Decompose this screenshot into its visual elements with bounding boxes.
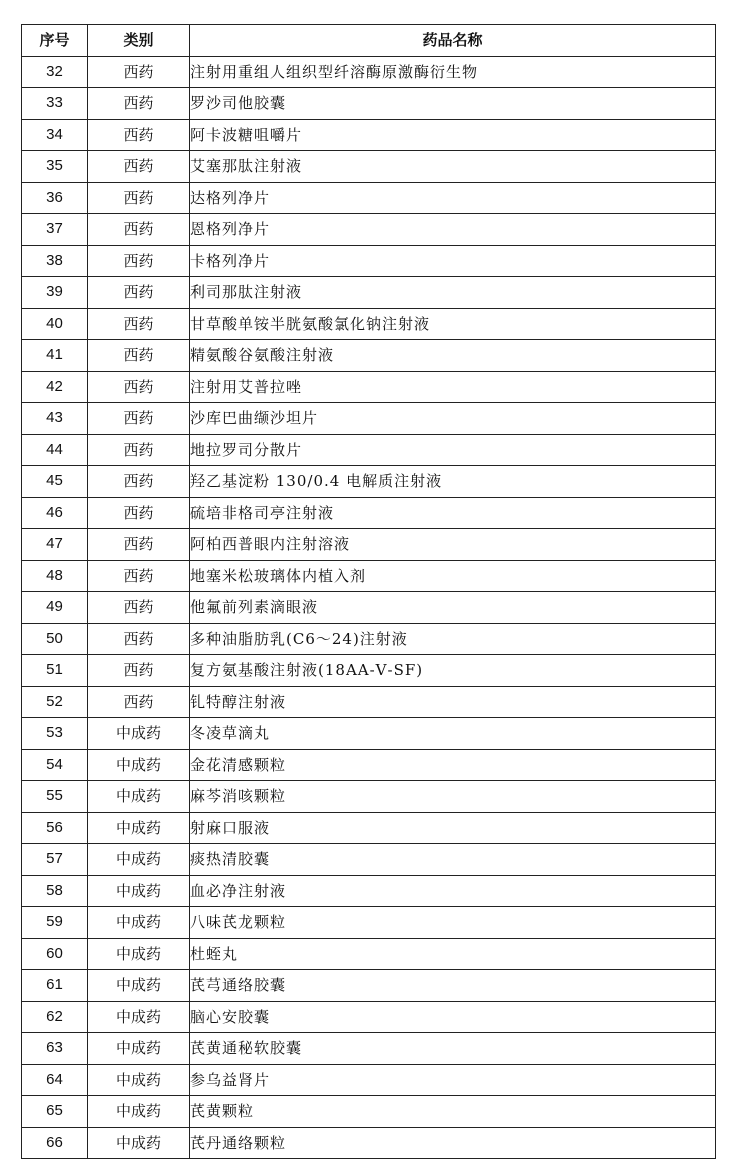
- cell-drug-name: 麻芩消咳颗粒: [190, 781, 716, 813]
- cell-serial-number: 36: [22, 182, 88, 214]
- table-row: [22, 308, 716, 340]
- table-row: [22, 214, 716, 246]
- table-row: [22, 1001, 716, 1033]
- cell-drug-name: 脑心安胶囊: [190, 1001, 716, 1033]
- table-row: [22, 434, 716, 466]
- cell-serial-number: 46: [22, 497, 88, 529]
- cell-category: 西药: [88, 245, 190, 277]
- cell-serial-number: 51: [22, 655, 88, 687]
- table-row: [22, 403, 716, 435]
- cell-serial-number: 60: [22, 938, 88, 970]
- cell-category: 西药: [88, 623, 190, 655]
- table-row: [22, 875, 716, 907]
- cell-category: 中成药: [88, 1001, 190, 1033]
- cell-category: 西药: [88, 371, 190, 403]
- cell-drug-name: 射麻口服液: [190, 812, 716, 844]
- table-row: [22, 529, 716, 561]
- cell-category: 中成药: [88, 938, 190, 970]
- cell-drug-name: 利司那肽注射液: [190, 277, 716, 309]
- cell-category: 西药: [88, 466, 190, 498]
- cell-serial-number: 52: [22, 686, 88, 718]
- table-row: [22, 812, 716, 844]
- cell-drug-name: 阿柏西普眼内注射溶液: [190, 529, 716, 561]
- cell-serial-number: 33: [22, 88, 88, 120]
- table-row: [22, 182, 716, 214]
- cell-drug-name: 八味芪龙颗粒: [190, 907, 716, 939]
- cell-drug-name: 冬凌草滴丸: [190, 718, 716, 750]
- cell-drug-name: 杜蛭丸: [190, 938, 716, 970]
- cell-category: 西药: [88, 592, 190, 624]
- cell-category: 西药: [88, 277, 190, 309]
- cell-drug-name: 硫培非格司亭注射液: [190, 497, 716, 529]
- table-row: [22, 655, 716, 687]
- cell-category: 西药: [88, 182, 190, 214]
- cell-serial-number: 35: [22, 151, 88, 183]
- cell-drug-name: 沙库巴曲缬沙坦片: [190, 403, 716, 435]
- cell-drug-name: 达格列净片: [190, 182, 716, 214]
- cell-serial-number: 62: [22, 1001, 88, 1033]
- cell-category: 中成药: [88, 1033, 190, 1065]
- cell-category: 西药: [88, 340, 190, 372]
- cell-serial-number: 41: [22, 340, 88, 372]
- cell-serial-number: 47: [22, 529, 88, 561]
- cell-category: 中成药: [88, 970, 190, 1002]
- table-row: [22, 938, 716, 970]
- cell-category: 西药: [88, 88, 190, 120]
- cell-serial-number: 49: [22, 592, 88, 624]
- cell-category: 西药: [88, 214, 190, 246]
- cell-category: 西药: [88, 560, 190, 592]
- cell-serial-number: 40: [22, 308, 88, 340]
- table-row: [22, 970, 716, 1002]
- table-row: [22, 749, 716, 781]
- table-row: [22, 497, 716, 529]
- table-row: [22, 907, 716, 939]
- table-row: [22, 560, 716, 592]
- table-row: [22, 686, 716, 718]
- table-row: [22, 1064, 716, 1096]
- cell-drug-name: 血必净注射液: [190, 875, 716, 907]
- cell-drug-name: 罗沙司他胶囊: [190, 88, 716, 120]
- cell-serial-number: 54: [22, 749, 88, 781]
- cell-serial-number: 34: [22, 119, 88, 151]
- cell-category: 中成药: [88, 875, 190, 907]
- table-row: [22, 119, 716, 151]
- header-category: 类别: [88, 25, 190, 57]
- cell-serial-number: 59: [22, 907, 88, 939]
- cell-drug-name: 芪黄通秘软胶囊: [190, 1033, 716, 1065]
- cell-drug-name: 芪黄颗粒: [190, 1096, 716, 1128]
- table-row: [22, 371, 716, 403]
- cell-drug-name: 阿卡波糖咀嚼片: [190, 119, 716, 151]
- cell-category: 西药: [88, 119, 190, 151]
- cell-serial-number: 66: [22, 1127, 88, 1159]
- cell-drug-name: 多种油脂肪乳(C6～24)注射液: [190, 623, 716, 655]
- cell-category: 中成药: [88, 781, 190, 813]
- cell-drug-name: 恩格列净片: [190, 214, 716, 246]
- drug-list-table: [21, 24, 716, 1159]
- cell-drug-name: 艾塞那肽注射液: [190, 151, 716, 183]
- cell-category: 西药: [88, 686, 190, 718]
- cell-category: 西药: [88, 56, 190, 88]
- cell-category: 西药: [88, 151, 190, 183]
- cell-category: 西药: [88, 434, 190, 466]
- table-row: [22, 718, 716, 750]
- cell-drug-name: 甘草酸单铵半胱氨酸氯化钠注射液: [190, 308, 716, 340]
- cell-serial-number: 45: [22, 466, 88, 498]
- cell-drug-name: 芪丹通络颗粒: [190, 1127, 716, 1159]
- cell-category: 中成药: [88, 1064, 190, 1096]
- cell-category: 西药: [88, 529, 190, 561]
- cell-drug-name: 精氨酸谷氨酸注射液: [190, 340, 716, 372]
- table-row: [22, 245, 716, 277]
- table-row: [22, 466, 716, 498]
- cell-serial-number: 56: [22, 812, 88, 844]
- table-row: [22, 623, 716, 655]
- cell-drug-name: 金花清感颗粒: [190, 749, 716, 781]
- table-row: [22, 592, 716, 624]
- cell-category: 西药: [88, 403, 190, 435]
- cell-serial-number: 58: [22, 875, 88, 907]
- table-row: [22, 1127, 716, 1159]
- table-row: [22, 340, 716, 372]
- cell-serial-number: 39: [22, 277, 88, 309]
- cell-serial-number: 43: [22, 403, 88, 435]
- cell-category: 西药: [88, 308, 190, 340]
- header-serial-number: 序号: [22, 25, 88, 57]
- cell-drug-name: 他氟前列素滴眼液: [190, 592, 716, 624]
- cell-category: 中成药: [88, 844, 190, 876]
- cell-drug-name: 注射用艾普拉唑: [190, 371, 716, 403]
- cell-category: 中成药: [88, 1096, 190, 1128]
- cell-drug-name: 卡格列净片: [190, 245, 716, 277]
- table-row: [22, 844, 716, 876]
- cell-drug-name: 芪芎通络胶囊: [190, 970, 716, 1002]
- cell-serial-number: 61: [22, 970, 88, 1002]
- cell-category: 西药: [88, 655, 190, 687]
- table-row: [22, 56, 716, 88]
- table-row: [22, 151, 716, 183]
- cell-serial-number: 32: [22, 56, 88, 88]
- cell-serial-number: 65: [22, 1096, 88, 1128]
- table-row: [22, 781, 716, 813]
- cell-serial-number: 50: [22, 623, 88, 655]
- cell-drug-name: 痰热清胶囊: [190, 844, 716, 876]
- cell-serial-number: 55: [22, 781, 88, 813]
- cell-drug-name: 地塞米松玻璃体内植入剂: [190, 560, 716, 592]
- cell-serial-number: 48: [22, 560, 88, 592]
- cell-serial-number: 63: [22, 1033, 88, 1065]
- table-row: [22, 88, 716, 120]
- cell-drug-name: 钆特醇注射液: [190, 686, 716, 718]
- header-drug-name: 药品名称: [190, 25, 716, 57]
- table-row: [22, 277, 716, 309]
- cell-category: 中成药: [88, 1127, 190, 1159]
- cell-drug-name: 复方氨基酸注射液(18AA-Ⅴ-SF): [190, 655, 716, 687]
- cell-category: 西药: [88, 497, 190, 529]
- cell-serial-number: 38: [22, 245, 88, 277]
- cell-category: 中成药: [88, 749, 190, 781]
- table-row: [22, 1033, 716, 1065]
- table-header-row: [22, 25, 716, 57]
- cell-category: 中成药: [88, 907, 190, 939]
- cell-serial-number: 44: [22, 434, 88, 466]
- cell-serial-number: 37: [22, 214, 88, 246]
- cell-serial-number: 64: [22, 1064, 88, 1096]
- table-body: [22, 56, 716, 1159]
- cell-serial-number: 57: [22, 844, 88, 876]
- cell-serial-number: 42: [22, 371, 88, 403]
- cell-drug-name: 地拉罗司分散片: [190, 434, 716, 466]
- table-row: [22, 1096, 716, 1128]
- cell-drug-name: 羟乙基淀粉 130/0.4 电解质注射液: [190, 466, 716, 498]
- cell-category: 中成药: [88, 812, 190, 844]
- cell-drug-name: 参乌益肾片: [190, 1064, 716, 1096]
- cell-category: 中成药: [88, 718, 190, 750]
- cell-serial-number: 53: [22, 718, 88, 750]
- cell-drug-name: 注射用重组人组织型纤溶酶原激酶衍生物: [190, 56, 716, 88]
